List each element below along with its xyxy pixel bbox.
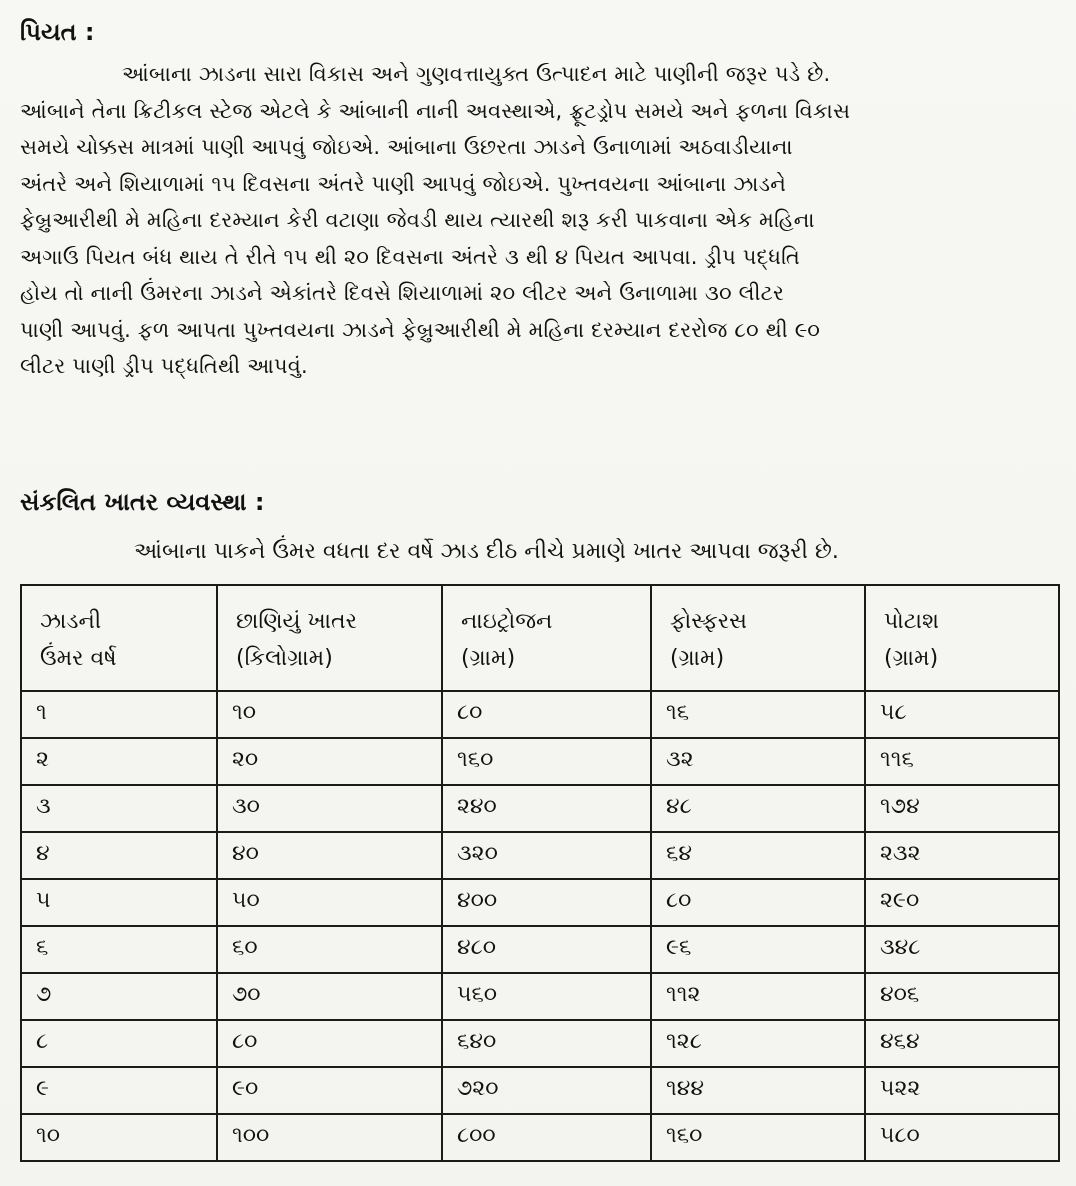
cell-value: ૬૪૦ (457, 1029, 497, 1054)
table-cell (442, 926, 651, 973)
table-cell (865, 1020, 1059, 1067)
cell-value: ૧૦ (232, 700, 257, 725)
table-cell (651, 785, 865, 832)
table-cell (21, 1114, 217, 1161)
table-row (21, 1067, 1059, 1114)
table-cell (651, 832, 865, 879)
cell-value: ૮૦ (666, 888, 692, 913)
cell-value: ૪૮ (666, 794, 692, 819)
table-cell (21, 738, 217, 785)
table-row (21, 691, 1059, 738)
cell-value: ૫૮૦ (880, 1123, 920, 1148)
table-cell (217, 879, 442, 926)
table-row (21, 973, 1059, 1020)
table-cell (865, 879, 1059, 926)
table-cell (442, 1067, 651, 1114)
cell-value: ૨૯૦ (880, 888, 920, 913)
cell-value: ૭ (36, 982, 52, 1007)
table-cell (217, 785, 442, 832)
header-label: નાઇટ્રોજન (ગ્રામ) (461, 609, 553, 672)
cell-value: ૩૦ (232, 794, 260, 819)
irrigation-paragraph-line: હોય તો નાની ઉંમરના ઝાડને એકાંતરે દિવસે શિયાળામાં ૨૦ લીટર અને ઉનાળામા ૩૦ લીટર (20, 281, 785, 305)
table-cell (442, 879, 651, 926)
irrigation-paragraph-line: સમયે ચોક્કસ માત્રમાં પાણી આપવું જોઇએ. આંબાના ઉછરતા ઝાડને ઉનાળામાં અઠવાડીયાના (20, 135, 793, 159)
header-label: ફોસ્ફરસ (ગ્રામ) (670, 609, 748, 672)
table-cell (217, 1114, 442, 1161)
table-cell (865, 832, 1059, 879)
irrigation-paragraph-line: આંબાના ઝાડના સારા વિકાસ અને ગુણવત્તાયુક્ત ઉત્પાદન માટે પાણીની જરૂર પડે છે. (122, 62, 831, 86)
cell-value: ૧૧૨ (666, 982, 701, 1007)
cell-value: ૧૭૪ (880, 794, 920, 819)
table-cell (217, 738, 442, 785)
table-cell (865, 785, 1059, 832)
cell-value: ૬ (36, 935, 49, 960)
table-cell (21, 1020, 217, 1067)
cell-value: ૮ (36, 1029, 49, 1054)
cell-value: ૪૬૪ (880, 1029, 920, 1054)
table-cell (651, 1067, 865, 1114)
fertilizer-intro: આંબાના પાકને ઉંમર વધતા દર વર્ષે ઝાડ દીઠ નીચે પ્રમાણે ખાતર આપવા જરૂરી છે. (134, 539, 839, 564)
cell-value: ૫ (36, 888, 51, 913)
header-phosphorus (651, 585, 865, 691)
irrigation-paragraph (20, 56, 1056, 385)
cell-value: ૩૨ (666, 747, 694, 772)
cell-value: ૧૦ (36, 1123, 61, 1148)
table-cell (865, 738, 1059, 785)
irrigation-heading: પિયત : (20, 18, 95, 46)
table-cell (442, 1114, 651, 1161)
cell-value: ૧૨૮ (666, 1029, 702, 1054)
irrigation-paragraph-line: આંબાને તેના ક્રિટીકલ સ્ટેજ એટલે કે આંબાની નાની અવસ્થાએ, ફ્રૂટડ્રોપ સમયે અને ફળના વિકાસ (20, 98, 851, 123)
table-cell (442, 1020, 651, 1067)
header-label: પોટાશ (ગ્રામ) (884, 609, 939, 672)
table-row (21, 832, 1059, 879)
cell-value: ૭૨૦ (457, 1076, 499, 1101)
table-row (21, 879, 1059, 926)
table-cell (217, 691, 442, 738)
cell-value: ૩ (36, 794, 51, 819)
cell-value: ૧૦૦ (232, 1123, 270, 1148)
cell-value: ૧૬૦ (457, 747, 494, 772)
header-label: છાણિયું ખાતર (કિલોગ્રામ) (236, 609, 357, 672)
cell-value: ૫૬૦ (457, 982, 498, 1007)
cell-value: ૬૦ (232, 935, 258, 960)
cell-value: ૪૦ (232, 841, 259, 866)
table-row (21, 1020, 1059, 1067)
table-cell (21, 832, 217, 879)
cell-value: ૫૨૨ (880, 1076, 921, 1101)
table-cell (217, 1067, 442, 1114)
table-cell (865, 973, 1059, 1020)
cell-value: ૪૮૦ (457, 935, 496, 960)
table-cell (217, 973, 442, 1020)
cell-value: ૮૦ (457, 700, 483, 725)
table-row (21, 738, 1059, 785)
irrigation-paragraph-line: અંતરે અને શિયાળામાં ૧૫ દિવસના અંતરે પાણી આપવું જોઇએ. પુખ્તવયના આંબાના ઝાડને (20, 171, 787, 196)
table-row (21, 785, 1059, 832)
irrigation-paragraph-line: ફેબ્રુઆરીથી મે મહિના દરમ્યાન કેરી વટાણા જેવડી થાય ત્યારથી શરૂ કરી પાકવાના એક મહિના (20, 208, 815, 232)
cell-value: ૫૮ (880, 700, 907, 725)
header-manure (217, 585, 442, 691)
header-tree-age (21, 585, 217, 691)
table-cell (651, 1114, 865, 1161)
cell-value: ૪૦૦ (457, 888, 498, 913)
cell-value: ૨ (36, 747, 49, 772)
table-cell (217, 926, 442, 973)
table-cell (442, 738, 651, 785)
cell-value: ૯ (36, 1076, 50, 1101)
table-cell (651, 926, 865, 973)
cell-value: ૮૦૦ (457, 1123, 496, 1148)
cell-value: ૨૦ (232, 747, 259, 772)
fertilizer-table (20, 584, 1060, 1162)
table-cell (21, 785, 217, 832)
irrigation-paragraph-line: અગાઉ પિયત બંધ થાય તે રીતે ૧૫ થી ૨૦ દિવસના અંતરે ૩ થી ૪ પિયત આપવા. ડ્રીપ પદ્ધતિ (20, 244, 800, 269)
cell-value: ૧૬ (666, 700, 690, 725)
cell-value: ૫૦ (232, 888, 260, 913)
table-cell (442, 785, 651, 832)
table-cell (651, 691, 865, 738)
table-cell (21, 1067, 217, 1114)
irrigation-paragraph-line: પાણી આપવું. ફળ આપતા પુખ્તવયના ઝાડને ફેબ્રુઆરીથી મે મહિના દરમ્યાન દરરોજ ૮૦ થી ૯૦ (20, 317, 821, 342)
header-nitrogen (442, 585, 651, 691)
cell-value: ૧ (36, 700, 47, 725)
cell-value: ૯૬ (666, 935, 692, 960)
irrigation-paragraph-line: લીટર પાણી ડ્રીપ પદ્ધતિથી આપવું. (20, 354, 308, 378)
fertilizer-table-container (20, 584, 1058, 1154)
cell-value: ૨૪૦ (457, 794, 497, 819)
table-cell (21, 973, 217, 1020)
table-cell (865, 926, 1059, 973)
header-label: ઝાડની ઉંમર વર્ષ (40, 609, 117, 672)
cell-value: ૯૦ (232, 1076, 259, 1101)
table-cell (865, 1067, 1059, 1114)
cell-value: ૨૩૨ (880, 841, 921, 866)
cell-value: ૩૪૮ (880, 935, 921, 960)
table-cell (651, 973, 865, 1020)
table-cell (651, 738, 865, 785)
table-cell (442, 832, 651, 879)
table-cell (442, 973, 651, 1020)
table-cell (21, 926, 217, 973)
cell-value: ૪૦૬ (880, 982, 920, 1007)
table-row (21, 1114, 1059, 1161)
table-cell (865, 691, 1059, 738)
cell-value: ૩૨૦ (457, 841, 498, 866)
table-cell (217, 1020, 442, 1067)
cell-value: ૧૬૦ (666, 1123, 703, 1148)
table-row (21, 926, 1059, 973)
cell-value: ૧૧૬ (880, 747, 914, 772)
table-cell (442, 691, 651, 738)
table-header-row (21, 585, 1059, 691)
table-cell (21, 879, 217, 926)
header-potash (865, 585, 1059, 691)
fertilizer-heading: સંકલિત ખાતર વ્યવસ્થા : (20, 488, 265, 516)
table-cell (217, 832, 442, 879)
table-cell (21, 691, 217, 738)
table-cell (651, 1020, 865, 1067)
cell-value: ૪ (36, 841, 50, 866)
table-cell (865, 1114, 1059, 1161)
cell-value: ૬૪ (666, 841, 692, 866)
cell-value: ૧૪૪ (666, 1076, 705, 1101)
cell-value: ૭૦ (232, 982, 261, 1007)
table-cell (651, 879, 865, 926)
cell-value: ૮૦ (232, 1029, 258, 1054)
